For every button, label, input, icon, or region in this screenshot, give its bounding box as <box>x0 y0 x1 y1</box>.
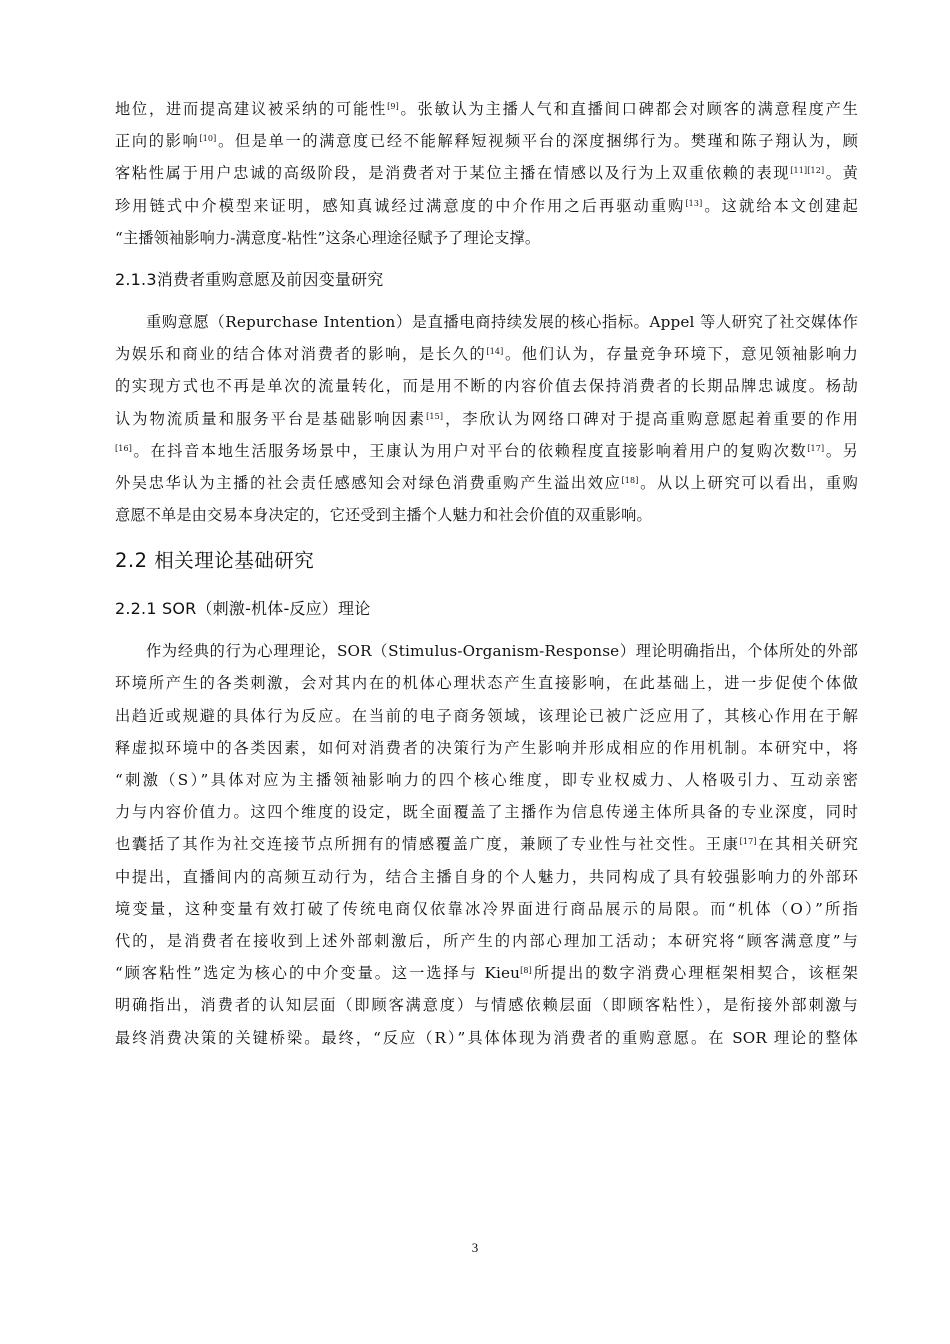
citation: [18] <box>621 475 639 485</box>
text-line: 明确指出，消费者的认知层面（即顾客满意度）与情感依赖层面（即顾客粘性），是衔接外部刺激与 <box>115 996 858 1015</box>
citation: [16] <box>115 443 133 453</box>
text-line: 中提出，直播间内的高频互动行为，结合主播自身的个人魅力，共同构成了具有较强影响力的外部环 <box>115 867 858 886</box>
text-line: 外吴忠华认为主播的社会责任感感知会对绿色消费重购产生溢出效应[18]。从以上研究可以看出，重购 <box>115 473 859 492</box>
text-line: 出趋近或规避的具体行为反应。在当前的电子商务领域，该理论已被广泛应用了，其核心作用在于解 <box>115 706 858 725</box>
text-line: 珍用链式中介模型来证明，感知真诚经过满意度的中介作用之后再驱动重购[13]。这就给本文创建起 <box>115 196 858 215</box>
citation: [13] <box>685 198 703 208</box>
citation: [8] <box>520 966 532 976</box>
text-line: “主播领袖影响力-满意度-粘性”这条心理途径赋予了理论支撑。 <box>115 228 541 247</box>
citation: [17] <box>807 443 825 453</box>
section-heading-2-1-3: 2.1.3消费者重购意愿及前因变量研究 <box>115 269 384 289</box>
text-line: “刺激（S）”具体对应为主播领袖影响力的四个核心维度，即专业权威力、人格吸引力、互动亲密 <box>115 771 858 789</box>
text-line: 代的，是消费者在接收到上述外部刺激后，所产生的内部心理加工活动；本研究将“顾客满意度”与 <box>115 931 858 950</box>
text-line: 意愿不单是由交易本身决定的，它还受到主播个人魅力和社会价值的双重影响。 <box>115 506 652 525</box>
section-heading-2-2-1: 2.2.1 SOR（刺激-机体-反应）理论 <box>115 599 371 619</box>
paragraph-sor-theory <box>115 635 858 1053</box>
text-line: 认为物流质量和服务平台是基础影响因素[15]，李欣认为网络口碑对于提高重购意愿起着重要的作用 <box>115 409 858 428</box>
text-line: 作为经典的行为心理理论，SOR（Stimulus-Organism-Response）理论明确指出，个体所处的外部 <box>146 642 858 661</box>
paragraph-repurchase-intention <box>115 306 858 531</box>
citation: [11][12] <box>790 166 825 176</box>
text-line: [16]。在抖音本地生活服务场景中，王康认为用户对平台的依赖程度直接影响着用户的复购次数[17]。另 <box>115 441 858 460</box>
citation: [17] <box>739 837 757 847</box>
text-line: 重购意愿（Repurchase Intention）是直播电商持续发展的核心指标。Appel 等人研究了社交媒体作 <box>146 312 858 331</box>
text-line: “顾客粘性”选定为核心的中介变量。这一选择与 Kieu[8]所提出的数字消费心理框架相契合，该框架 <box>115 964 858 983</box>
text-line: 释虚拟环境中的各类因素，如何对消费者的决策行为产生影响并形成相应的作用机制。本研究中，将 <box>115 738 858 757</box>
section-heading-2-2: 2.2 相关理论基础研究 <box>115 549 315 573</box>
citation: [14] <box>486 347 504 357</box>
citation: [9] <box>387 102 399 111</box>
text-line: 环境所产生的各类刺激，会对其内在的机体心理状态产生直接影响，在此基础上，进一步促使个体做 <box>115 674 858 693</box>
text-line: 地位，进而提高建议被采纳的可能性[9]。张敏认为主播人气和直播间口碑都会对顾客的满意程度产生 <box>115 100 858 118</box>
page-content <box>115 93 858 1054</box>
text-line: 也囊括了其作为社交连接节点所拥有的情感覆盖广度，兼顾了专业性与社交性。王康[17]在其相关研究 <box>115 835 858 854</box>
text-line: 为娱乐和商业的结合体对消费者的影响，是长久的[14]。他们认为，存量竞争环境下，意见领袖影响力 <box>115 345 858 364</box>
citation: [15] <box>426 411 444 421</box>
text-line: 最终消费决策的关键桥梁。最终，“反应（R）”具体体现为消费者的重购意愿。在 SOR 理论的整体 <box>115 1028 858 1047</box>
text-line: 的实现方式也不再是单次的流量转化，而是用不断的内容价值去保持消费者的长期品牌忠诚度。杨劼 <box>115 377 858 396</box>
citation: [10] <box>199 134 217 144</box>
page-number: 3 <box>471 1240 479 1255</box>
text-line: 力与内容价值力。这四个维度的设定，既全面覆盖了主播作为信息传递主体所具备的专业深度，同时 <box>115 803 858 822</box>
paragraph-satisfaction-stickiness <box>115 93 858 254</box>
text-line: 客粘性属于用户忠诚的高级阶段，是消费者对于某位主播在情感以及行为上双重依赖的表现[11][12]。黄 <box>115 164 858 183</box>
text-line: 正向的影响[10]。但是单一的满意度已经不能解释短视频平台的深度捆绑行为。樊瑾和陈子翔认为，顾 <box>115 132 859 151</box>
text-line: 境变量，这种变量有效打破了传统电商仅依靠冰冷界面进行商品展示的局限。而“机体（O）”所指 <box>115 899 858 918</box>
